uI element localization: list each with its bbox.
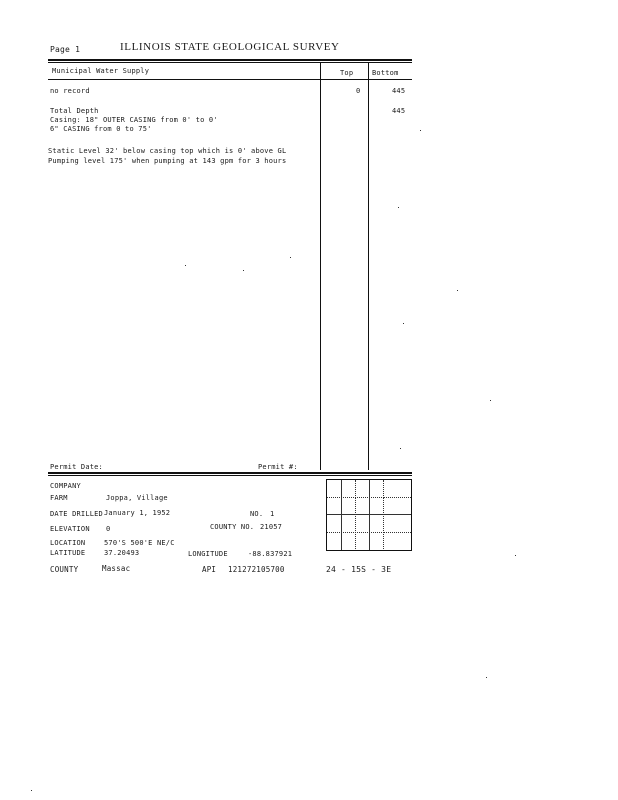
section-grid (326, 479, 412, 551)
county-no-label: COUNTY NO. (210, 523, 255, 531)
api-label: API (202, 565, 217, 574)
township-range: 24 - 15S - 3E (326, 565, 392, 574)
table-row-text: Static Level 32' below casing top which is 0' above GL (48, 147, 287, 155)
table-row-bottom: 445 (392, 87, 406, 95)
scan-speck (403, 323, 404, 324)
table-row-bottom: 445 (392, 107, 406, 115)
location-label: LOCATION (50, 539, 86, 547)
column-divider-right (368, 62, 369, 470)
header-rule-top (48, 59, 412, 61)
table-row-text: Casing: 18" OUTER CASING from 0' to 0' (50, 116, 218, 124)
county-value: Massac (102, 564, 131, 573)
elevation-label: ELEVATION (50, 525, 90, 533)
table-row-top: 0 (356, 87, 361, 95)
section-label: Municipal Water Supply (52, 67, 150, 75)
farm-value: Joppa, Village (106, 494, 168, 502)
column-divider-left (320, 62, 321, 470)
permit-number-label: Permit #: (258, 463, 298, 471)
latitude-label: LATITUDE (50, 549, 86, 557)
scan-speck (290, 257, 291, 258)
location-value: 570'S 500'E NE/C (104, 539, 175, 547)
permit-date-label: Permit Date: (50, 463, 103, 471)
table-row-text: 6" CASING from 0 to 75' (50, 125, 152, 133)
well-no-label: NO. (250, 510, 264, 518)
scan-speck (400, 448, 401, 449)
date-drilled-label: DATE DRILLED (50, 510, 103, 518)
longitude-label: LONGITUDE (188, 550, 228, 558)
elevation-value: 0 (106, 525, 111, 533)
table-row-text: Pumping level 175' when pumping at 143 gpm for 3 hours (48, 157, 287, 165)
api-value: 121272105700 (228, 565, 285, 574)
company-label: COMPANY (50, 482, 81, 490)
scan-speck (31, 790, 32, 791)
page-title: ILLINOIS STATE GEOLOGICAL SURVEY (120, 41, 340, 53)
page-number: Page 1 (50, 45, 81, 54)
scan-speck (243, 270, 244, 271)
scan-speck (490, 400, 491, 401)
county-label: COUNTY (50, 565, 79, 574)
table-row-text: no record (50, 87, 90, 95)
county-no-value: 21057 (260, 523, 283, 531)
well-no-value: 1 (270, 510, 275, 518)
scan-speck (185, 265, 186, 266)
column-header-rule (48, 79, 412, 80)
column-header-bottom: Bottom (372, 69, 399, 77)
header-rule-bottom (48, 62, 412, 63)
scan-speck (486, 677, 487, 678)
scan-speck (515, 555, 516, 556)
scan-speck (420, 130, 421, 131)
latitude-value: 37.20493 (104, 549, 140, 557)
farm-label: FARM (50, 494, 68, 502)
longitude-value: -88.837921 (248, 550, 293, 558)
table-row-text: Total Depth (50, 107, 99, 115)
column-header-top: Top (340, 69, 354, 77)
footer-rule-top (48, 472, 412, 474)
footer-rule-bottom (48, 475, 412, 476)
scan-speck (398, 207, 399, 208)
scan-speck (457, 290, 458, 291)
date-drilled-value: January 1, 1952 (104, 509, 171, 517)
